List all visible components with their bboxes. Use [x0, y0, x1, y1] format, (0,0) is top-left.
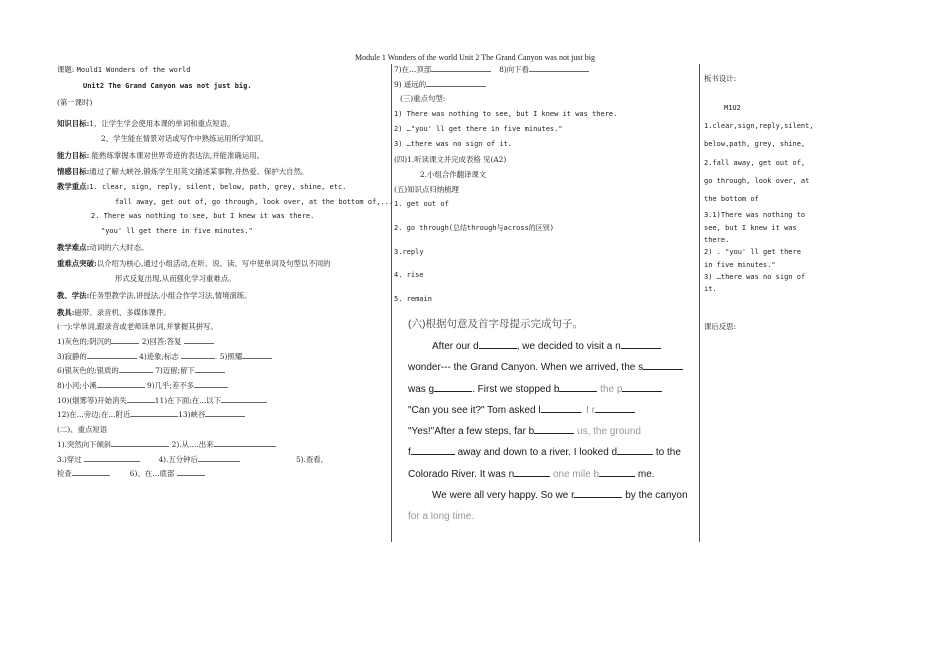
difficulty-label: 教学难点: — [57, 242, 90, 252]
knowledge-point-2: 2. go through(总结through与across的区别) — [394, 224, 555, 233]
breakthrough-label: 重难点突破: — [57, 259, 97, 269]
word-11: 11)在下面;在...以下 — [154, 395, 221, 405]
section-3-heading: (三)重点句型: — [400, 94, 446, 104]
section-4-heading: (四)1.听读课文并完成表格 见(A2) — [394, 155, 507, 165]
exercise-line-7c: me. — [637, 468, 655, 480]
key-1: 1. clear, sign, reply, silent, below, path, grey, shine, etc. — [89, 182, 347, 191]
board-design-label: 板书设计: — [704, 74, 737, 83]
phrase-9: 9) 遥远的 — [394, 79, 427, 89]
word-13: 13)峡谷 — [178, 410, 206, 420]
exercise-line-7b: one mile b — [552, 468, 600, 480]
topic-line2: Unit2 The Grand Canyon was not just big. — [83, 81, 252, 90]
exercise-line-8b: by the canyon — [625, 490, 688, 502]
section-5-heading: (五)知识点归纳梳理 — [394, 184, 459, 194]
method-label: 教、学法: — [57, 290, 90, 300]
board-line-9: 2) . "you' ll get there — [704, 248, 801, 257]
board-line-12: it. — [704, 285, 717, 294]
emotion-label: 情感目标: — [57, 167, 90, 177]
key-2b: "you' ll get there in five minutes." — [101, 227, 253, 236]
middle-column — [394, 63, 694, 307]
word-5: 5)照耀 — [219, 351, 243, 361]
word-2: 2)回答;答复 — [141, 336, 182, 346]
ability-text: 能熟练掌握本课对世界奇迹的表达法,并能准确运用。 — [91, 150, 264, 160]
section-2-heading: (二)、重点短语 — [57, 425, 108, 435]
reflection-label: 课后反思: — [704, 322, 737, 331]
knowledge-1: 1、让学生学会使用本课的单词和重点短语。 — [89, 119, 235, 129]
key-label: 教学重点: — [57, 181, 90, 191]
phrase-5: 5).查看, — [295, 454, 324, 464]
lesson-label: (第一课时) — [57, 98, 93, 108]
board-line-8: there. — [704, 236, 730, 245]
word-8: 8)小河;小溪 — [57, 381, 97, 391]
board-line-3: 2.fall away, get out of, — [704, 158, 806, 167]
board-line-2: below,path, grey, shine, — [704, 140, 806, 149]
board-line-1: 1.clear,sign,reply,silent, — [704, 122, 814, 130]
word-3: 3)寂静的 — [57, 351, 87, 361]
section-1-heading: (一):学单词,跟录音或老师读单词,并掌握其拼写。 — [57, 322, 218, 332]
emotion-text: 通过了解大峡谷,锻炼学生用英文描述某事物,并热爱、保护大自然。 — [89, 167, 309, 177]
exercise-line-6a: f — [408, 447, 411, 459]
sentence-2: 2) …"you' ll get there in five minutes." — [394, 124, 563, 133]
topic-line1: Mould1 Wonders of the world — [76, 66, 191, 74]
word-9: 9)几乎;差不多 — [147, 381, 195, 391]
exercise-line-8a: We were all very happy. So we r — [432, 490, 575, 502]
phrase-1: 1).突然向下倾斜 — [57, 439, 112, 449]
difficulty-text: 动词的六大时态。 — [89, 242, 149, 252]
exercise-line-6c: to the — [655, 447, 681, 459]
exercise-passage — [408, 314, 700, 523]
breakthrough-text: 以介绍为核心,通过小组活动,在听、说、读、写中使单词及句型以不同的 — [96, 259, 331, 269]
exercise-line-7a: Colorado River. It was n — [408, 468, 515, 480]
board-line-7: see, but I knew it was — [704, 223, 797, 232]
tools-label: 教具: — [57, 307, 75, 317]
exercise-heading: (六)根据句意及首字母提示完成句子。 — [408, 318, 583, 330]
phrase-3: 3.)穿过 — [57, 454, 82, 464]
topic-label: 课题: — [57, 65, 75, 74]
left-column: 课题: Mould1 Wonders of the world Unit2 The Grand Canyon was not just big. (第一课时) 知识目标:1、让学生学会使用本课的单词和重点短语。 2、学生能在情景对话或写作中熟练运用所学知识。 能力目标:.能熟练掌握本课对世界奇迹的表达法,并能准确运用。 情感目标:通过了解大峡谷,锻炼学生用英文描述某事物,并热爱、保护大自然。 教学重点:1. clear, sign, reply, silent, below, path, grey, shine, etc. fall away, get out of, go through, look over, at the bottom of,... 2. There was nothing to see, but I knew it was there. "you' ll get there in five minutes." 教学难点:动词的六大时态。 重难点突破:以介绍为核心,通过小组活动,在听、说、读、写中使单词及句型以不同的 形式反复出现,从而强化学习重难点。 教、学法:任务型教学法,讲授法,小组合作学习法,情境演练。 教具:磁带、录音机、多媒体课件。 (一):学单词,跟录音或老师读单词,并掌握其拼写。 1)灰色的;阴沉的 2)回答;答复 3)寂静的 4)迹象;标志 . 5)照耀 6)银灰色的;银质的 7)迈留;留下 8)小河;小溪 9)几乎;差不多 10)(烟雾等)开始消失 11)在下面;在...以下 12)在...旁边;在...附近 13)峡谷 (二)、重点短语 1).突然向下倾斜 2).从….出来 3.)穿过 4).五分钟后 5).查看, 检查 6)、在…底部 — [57, 65, 394, 479]
exercise-line-1a: After our d — [432, 341, 479, 352]
board-code: M1U2 — [724, 104, 741, 112]
exercise-line-2: wonder--- the Grand Canyon. When we arrived, the s — [408, 362, 644, 374]
key-1b: fall away, get out of, go through, look over, at the bottom of,... — [115, 197, 394, 206]
word-1: 1)灰色的;阴沉的 — [57, 336, 112, 346]
knowledge-point-4: 4. rise — [394, 271, 424, 280]
section-4-item-2: 2.小组合作翻译课文 — [420, 169, 487, 179]
sentence-1: 1) There was nothing to see, but I knew it was there. — [394, 110, 618, 119]
ability-label: 能力目标: — [57, 150, 90, 160]
exercise-line-3b: . First we stopped b — [472, 383, 560, 395]
sentence-3: 3) …there was no sign of it. — [394, 139, 513, 148]
phrase-6: 6)、在…底部 — [129, 469, 175, 479]
word-4: 4)迹象;标志 — [139, 351, 179, 361]
exercise-line-1b: , we decided to visit a n — [516, 341, 621, 352]
knowledge-point-1: 1. get out of — [394, 200, 449, 209]
phrase-5-cont: 检查 — [57, 469, 72, 479]
phrase-7: 7)在…顶部 — [394, 65, 432, 74]
column-divider-left — [391, 64, 392, 542]
exercise-line-5b: us, the ground — [577, 426, 641, 438]
page-title: Module 1 Wonders of the world Unit 2 The Grand Canyon was not just big — [355, 53, 595, 62]
breakthrough-text2: 形式反复出现,从而强化学习重难点。 — [115, 274, 236, 284]
exercise-line-6b: away and down to a river. I looked d — [457, 447, 618, 459]
board-line-11: 3) …there was no sign of — [704, 272, 806, 281]
knowledge-2: 2、学生能在情景对话或写作中熟练运用所学知识。 — [101, 133, 269, 143]
word-10: 10)(烟雾等)开始消失 — [57, 395, 127, 405]
exercise-line-4a: "Can you see it?" Tom asked l — [408, 404, 541, 416]
knowledge-point-5: 5. remain — [394, 295, 432, 304]
exercise-line-3c: the p — [600, 383, 623, 395]
word-6: 6)银灰色的;银质的 — [57, 366, 119, 376]
phrase-4: 4).五分钟后 — [158, 454, 198, 464]
exercise-line-4b: . I r — [580, 404, 595, 416]
knowledge-point-3: 3.reply — [394, 247, 424, 256]
method-text: 任务型教学法,讲授法,小组合作学习法,情境演练。 — [89, 290, 252, 300]
word-7: 7)迈留;留下 — [155, 366, 195, 376]
exercise-line-9: for a long time. — [408, 511, 475, 523]
board-content — [704, 120, 816, 296]
exercise-line-3a: was g — [408, 383, 435, 395]
phrase-2: 2).从….出来 — [171, 439, 214, 449]
board-line-6: 3.1)There was nothing to — [704, 211, 806, 220]
exercise-line-5a: "Yes!"After a few steps, far b — [408, 426, 535, 438]
word-12: 12)在...旁边;在...附近 — [57, 410, 131, 420]
knowledge-label: 知识目标: — [57, 119, 90, 129]
board-line-10: in five minutes." — [704, 260, 776, 269]
phrase-8: 8)向下看 — [499, 65, 529, 74]
tools-text: 磁带、录音机、多媒体课件。 — [74, 307, 171, 317]
board-line-4: go through, look over, at — [704, 176, 810, 185]
board-line-5: the bottom of — [704, 195, 759, 204]
key-2: 2. There was nothing to see, but I knew it was there. — [91, 212, 315, 221]
